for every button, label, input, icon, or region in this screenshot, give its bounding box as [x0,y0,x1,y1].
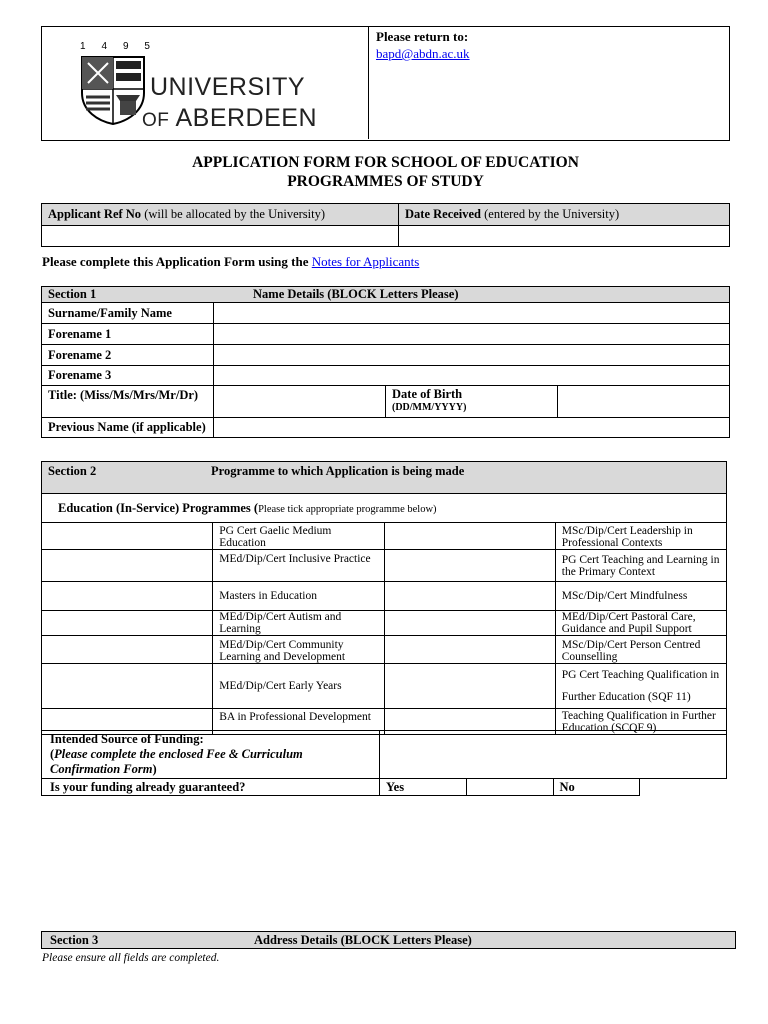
programme-right-label: PG Cert Teaching and Learning in the Primary Context [555,550,726,582]
programme-left-label: MEd/Dip/Cert Autism and Learning [213,611,384,636]
programme-right-label: MEd/Dip/Cert Pastoral Care, Guidance and Pupil Support [555,611,726,636]
section3-header [42,932,736,949]
title-field-label: Title: (Miss/Ms/Mrs/Mr/Dr) [42,386,214,418]
header-box [41,26,730,141]
funding-source-field[interactable] [380,731,727,779]
programme-left-label: MEd/Dip/Cert Inclusive Practice [213,550,384,582]
programme-right-label: PG Cert Teaching Qualification in Further Education (SQF 11) [555,664,726,709]
section2-header [42,462,727,494]
dob-field[interactable] [558,386,730,418]
form-title-line1: APPLICATION FORM FOR SCHOOL OF EDUCATION [192,154,579,171]
programme-checkbox[interactable] [384,550,555,582]
programme-checkbox[interactable] [384,611,555,636]
no-label: No [553,779,640,796]
funding-source-label: Intended Source of Funding: (Please complete the enclosed Fee & Curriculum Confirmation Form) [42,731,380,779]
programme-left-label: BA in Professional Development [213,709,384,735]
programme-right-label: MSc/Dip/Cert Mindfulness [555,582,726,611]
date-received-field[interactable] [399,226,730,247]
funding-table [41,730,727,796]
programme-left-label: MEd/Dip/Cert Early Years [213,664,384,709]
section2-title: Programme to which Application is being made [211,464,465,478]
previous-name-field[interactable] [214,418,730,438]
yes-checkbox[interactable] [466,779,553,796]
programme-checkbox[interactable] [384,582,555,611]
programme-checkbox[interactable] [42,664,213,709]
title-field[interactable] [214,386,386,418]
year-digit: 4 [101,41,108,52]
logo-university: UNIVERSITY [150,73,306,101]
programme-checkbox[interactable] [384,636,555,664]
section1-title: Name Details (BLOCK Letters Please) [253,287,459,301]
date-received-header: Date Received (entered by the University) [399,204,730,226]
programme-checkbox[interactable] [42,582,213,611]
programme-right-label: MSc/Dip/Cert Leadership in Professional Contexts [555,523,726,550]
programmes-subheading: Education (In-Service) Programmes (Please tick appropriate programme below) [42,494,727,523]
logo-of: OF [142,110,170,131]
forename2-field[interactable] [214,345,730,366]
previous-name-label: Previous Name (if applicable) [42,418,214,438]
surname-field[interactable] [214,303,730,324]
form-title [41,153,730,191]
dob-label: Date of Birth (DD/MM/YYYY) [386,386,558,418]
section2-label: Section 2 [48,464,97,478]
forename3-label: Forename 3 [42,366,214,386]
programme-left-label: PG Cert Gaelic Medium Education [213,523,384,550]
logo-aberdeen: ABERDEEN [175,104,318,132]
section3-note: Please ensure all fields are completed. [42,952,220,964]
forename1-field[interactable] [214,324,730,345]
funding-note: Please complete the enclosed Fee & Curriculum Confirmation Form [50,747,303,776]
applicant-ref-field[interactable] [42,226,399,247]
programme-checkbox[interactable] [42,636,213,664]
university-logo [80,41,330,131]
reference-table [41,203,730,247]
yes-label: Yes [380,779,467,796]
programme-left-label: Masters in Education [213,582,384,611]
programme-checkbox[interactable] [42,523,213,550]
form-title-line2: PROGRAMMES OF STUDY [287,173,484,190]
surname-label: Surname/Family Name [42,303,214,324]
programme-checkbox[interactable] [42,550,213,582]
funding-guaranteed-label: Is your funding already guaranteed? [42,779,380,796]
section3-label: Section 3 [50,932,99,947]
programme-checkbox[interactable] [384,664,555,709]
forename1-label: Forename 1 [42,324,214,345]
logo-of-aberdeen [142,104,317,133]
forename3-field[interactable] [214,366,730,386]
section3-table [41,931,736,949]
year-digit: 5 [144,41,150,52]
programme-checkbox[interactable] [42,611,213,636]
return-label: Please return to: [376,29,469,44]
crest-shield-icon [80,55,146,125]
logo-year [80,41,150,52]
year-digit: 1 [80,41,86,52]
header-divider [368,27,369,139]
section1-label: Section 1 [48,287,97,301]
applicant-ref-header: Applicant Ref No (will be allocated by the University) [42,204,399,226]
notes-for-applicants-link[interactable]: Notes for Applicants [311,254,420,269]
return-email-link[interactable]: bapd@abdn.ac.uk [376,46,470,61]
section1-header [42,287,730,303]
section2-table [41,461,727,735]
programme-checkbox[interactable] [384,523,555,550]
year-digit: 9 [122,41,129,52]
programme-right-label: Teaching Qualification in Further Education (SCQF 9) [555,709,726,735]
instruction-text: Please complete this Application Form using the Notes for Applicants [42,254,420,269]
forename2-label: Forename 2 [42,345,214,366]
section1-table [41,286,730,438]
programme-right-label: MSc/Dip/Cert Person Centred Counselling [555,636,726,664]
programme-left-label: MEd/Dip/Cert Community Learning and Development [213,636,384,664]
section3-title: Address Details (BLOCK Letters Please) [254,932,472,947]
